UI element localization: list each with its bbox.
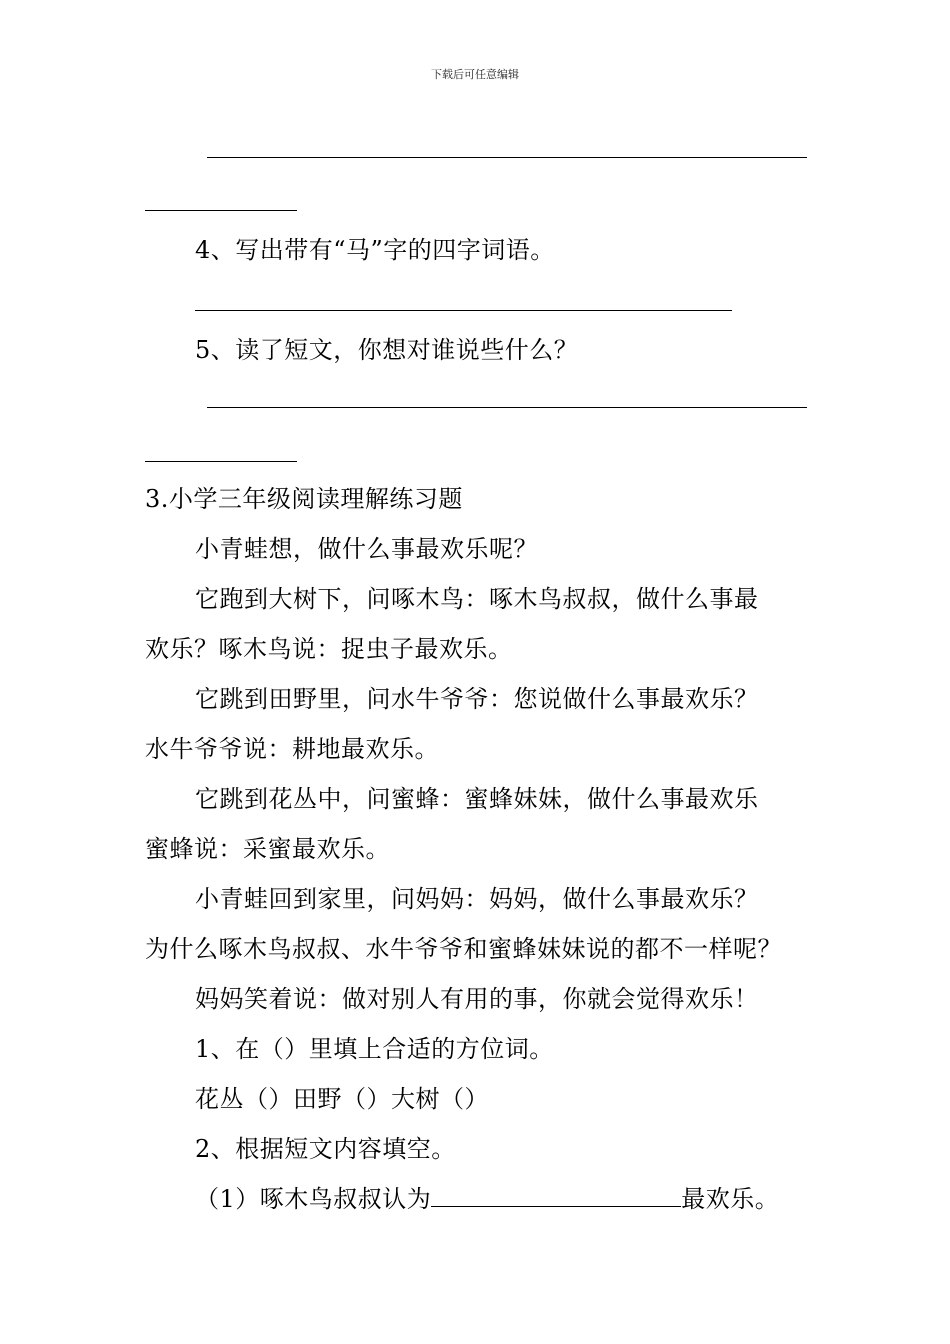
question-2-1-suffix: 最欢乐。 (681, 1185, 780, 1213)
section-title: 3.小学三年级阅读理解练习题 (145, 485, 463, 513)
passage-paragraph: 小青蛙回到家里，问妈妈：妈妈，做什么事最欢乐？ (195, 885, 759, 913)
answer-line[interactable] (207, 157, 807, 158)
answer-line[interactable] (195, 310, 732, 311)
passage-paragraph: 它跳到花丛中，问蜜蜂：蜜蜂妹妹，做什么事最欢乐 (195, 785, 759, 813)
answer-line-continuation[interactable] (145, 461, 297, 462)
passage-paragraph: 它跑到大树下，问啄木鸟：啄木鸟叔叔，做什么事最 (195, 585, 759, 613)
answer-line-continuation[interactable] (145, 210, 297, 211)
fill-in-blank[interactable] (431, 1184, 681, 1207)
passage-paragraph-continued: 蜜蜂说：采蜜最欢乐。 (145, 835, 390, 863)
passage-paragraph: 它跳到田野里，问水牛爷爷：您说做什么事最欢乐？ (195, 685, 759, 713)
passage-paragraph-continued: 为什么啄木鸟叔叔、水牛爷爷和蜜蜂妹妹说的都不一样呢？ (145, 935, 782, 963)
passage-paragraph-continued: 欢乐？啄木鸟说：捉虫子最欢乐。 (145, 635, 513, 663)
passage-paragraph-continued: 水牛爷爷说：耕地最欢乐。 (145, 735, 439, 763)
question-1-items: 花丛（）田野（）大树（） (195, 1085, 489, 1113)
page-header: 下载后可任意编辑 (431, 68, 519, 81)
answer-line[interactable] (207, 407, 807, 408)
question-4: 4、写出带有“马”字的四字词语。 (195, 236, 555, 264)
question-2-1 (195, 1184, 779, 1214)
passage-paragraph: 小青蛙想，做什么事最欢乐呢？ (195, 535, 538, 563)
question-2-1-prefix: （1）啄木鸟叔叔认为 (195, 1185, 432, 1213)
question-5: 5、读了短文，你想对谁说些什么？ (195, 336, 579, 364)
question-1: 1、在（）里填上合适的方位词。 (195, 1035, 554, 1063)
passage-paragraph: 妈妈笑着说：做对别人有用的事，你就会觉得欢乐！ (195, 985, 759, 1013)
question-2: 2、根据短文内容填空。 (195, 1135, 456, 1163)
